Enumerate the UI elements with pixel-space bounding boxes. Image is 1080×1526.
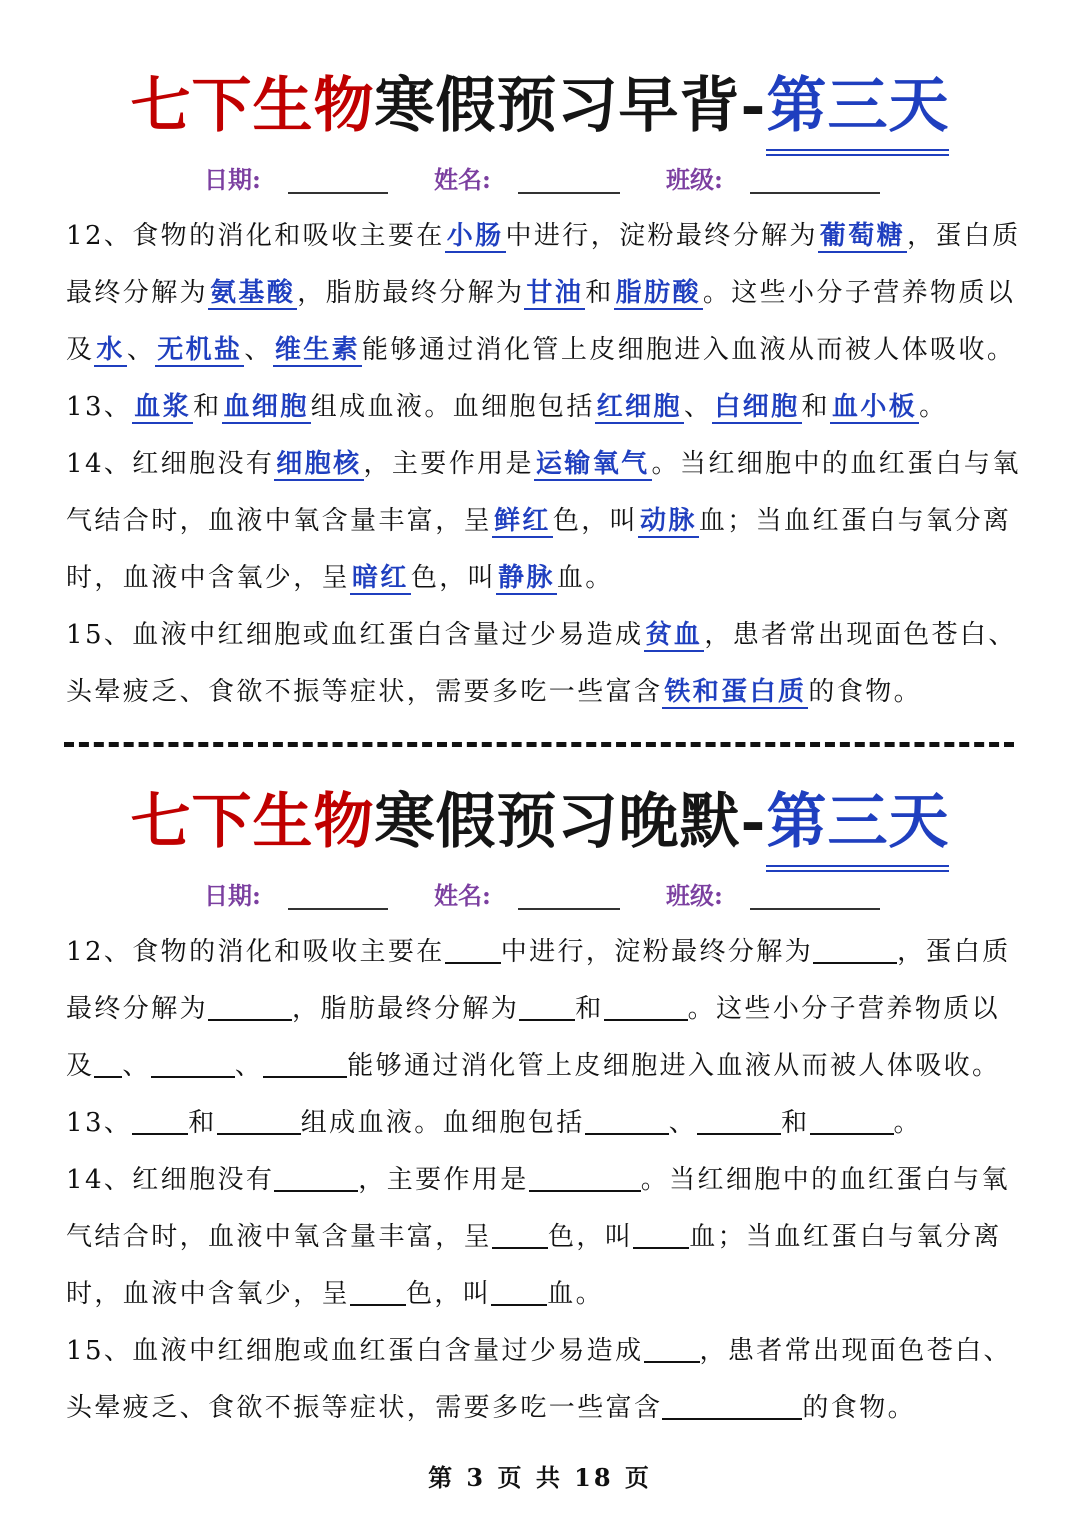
text: ，蛋白质 — [897, 937, 1011, 967]
text: 、 — [244, 335, 273, 365]
evening-content — [66, 932, 1016, 1442]
answer: 血小板 — [831, 392, 918, 422]
answer: 无机盐 — [157, 335, 243, 365]
text: 、 — [126, 335, 156, 365]
text: 15、血液中红细胞或血红蛋白含量过少易造成 — [66, 620, 644, 650]
text: ，患者常出现面色苍白、 — [704, 620, 1017, 650]
q14-line1 — [66, 1160, 1010, 1200]
text: 。当红细胞中的血红蛋白与氧 — [651, 449, 1021, 479]
text: 及 — [66, 335, 95, 365]
text: 血；当血红蛋白与氧分离 — [689, 1222, 1002, 1252]
evening-title — [0, 782, 1080, 866]
text: 、 — [122, 1051, 151, 1081]
text: 。 — [919, 392, 948, 422]
text: 色，叫 — [406, 1279, 492, 1309]
fill-blank[interactable] — [519, 989, 575, 1021]
fill-blank[interactable] — [633, 1217, 689, 1249]
date-label: 日期: — [204, 165, 261, 194]
text: 组成血液。血细胞包括 — [300, 1108, 585, 1138]
text: 12、食物的消化和吸收主要在 — [66, 221, 445, 251]
fill-blank[interactable] — [350, 1274, 406, 1306]
q15-line1 — [66, 615, 1017, 655]
text: 最终分解为 — [66, 278, 209, 308]
text: 气结合时，血液中氧含量丰富，呈 — [66, 1222, 493, 1252]
evening-title-blue: 第三天 — [766, 782, 949, 866]
text: 14、红细胞没有 — [66, 449, 275, 479]
evening-title-red: 七下生物 — [130, 787, 375, 857]
text: 和 — [193, 392, 222, 422]
dashed-divider — [64, 742, 1014, 747]
answer: 白细胞 — [714, 392, 800, 422]
name-label: 姓名: — [434, 881, 491, 910]
answer: 静脉 — [498, 563, 555, 593]
q14-line3 — [66, 1274, 604, 1314]
morning-title-black: 寒假预习早背- — [374, 71, 767, 141]
answer: 小肠 — [446, 221, 504, 251]
answer: 血浆 — [134, 392, 192, 422]
text: 色，叫 — [410, 563, 497, 593]
fill-blank[interactable] — [263, 1046, 347, 1078]
q14-line1 — [66, 444, 1021, 484]
morning-info-row — [0, 160, 1080, 200]
name-line[interactable] — [518, 908, 620, 910]
text: 和 — [801, 392, 830, 422]
fill-blank[interactable] — [662, 1388, 802, 1420]
answer: 动脉 — [640, 506, 697, 536]
text: 和 — [575, 994, 604, 1024]
text: 13、 — [66, 1108, 133, 1138]
answer: 水 — [96, 335, 125, 365]
text: 、 — [683, 392, 713, 422]
text: 。这些小分子营养物质以 — [687, 994, 1001, 1024]
text: 15、血液中红细胞或血红蛋白含量过少易造成 — [66, 1336, 644, 1366]
q13-line1 — [66, 1103, 922, 1143]
text: 气结合时，血液中氧含量丰富，呈 — [66, 506, 493, 536]
answer: 甘油 — [526, 278, 584, 308]
q12-line1 — [66, 932, 1011, 972]
text: 、 — [234, 1051, 264, 1081]
fill-blank[interactable] — [94, 1046, 122, 1078]
morning-title — [0, 66, 1080, 150]
class-label: 班级: — [666, 165, 723, 194]
text: ，患者常出现面色苍白、 — [699, 1336, 1012, 1366]
fill-blank[interactable] — [810, 1103, 894, 1135]
text: 及 — [66, 1051, 95, 1081]
text: 最终分解为 — [66, 994, 209, 1024]
q15-line2 — [66, 1388, 916, 1428]
text: 。 — [893, 1108, 922, 1138]
date-line[interactable] — [288, 192, 388, 194]
morning-content — [66, 216, 1021, 726]
text: 色，叫 — [552, 506, 639, 536]
q12-line1 — [66, 216, 1021, 256]
date-label: 日期: — [204, 881, 261, 910]
answer: 血细胞 — [223, 392, 309, 422]
text: 。这些小分子营养物质以 — [702, 278, 1016, 308]
text: ，脂肪最终分解为 — [292, 994, 520, 1024]
answer: 葡萄糖 — [819, 221, 906, 251]
text: 和 — [188, 1108, 217, 1138]
name-line[interactable] — [518, 192, 620, 194]
text: 的食物。 — [802, 1393, 917, 1423]
answer: 铁和蛋白质 — [664, 677, 807, 707]
q12-line2 — [66, 989, 1000, 1029]
fill-blank[interactable] — [132, 1103, 188, 1135]
text: 时，血液中含氧少，呈 — [66, 563, 351, 593]
text: 中进行，淀粉最终分解为 — [500, 937, 814, 967]
morning-title-blue: 第三天 — [766, 66, 949, 150]
evening-title-black: 寒假预习晚默- — [374, 787, 767, 857]
text: ，主要作用是 — [363, 449, 534, 479]
text: ，蛋白质 — [907, 221, 1021, 251]
text: 。当红细胞中的血红蛋白与氧 — [640, 1165, 1010, 1195]
date-line[interactable] — [288, 908, 388, 910]
fill-blank[interactable] — [274, 1160, 358, 1192]
fill-blank[interactable] — [217, 1103, 301, 1135]
q14-line3 — [66, 558, 614, 598]
text: 血。 — [547, 1279, 605, 1309]
q14-line2 — [66, 1217, 1002, 1257]
answer: 脂肪酸 — [615, 278, 701, 308]
text: 的食物。 — [808, 677, 923, 707]
fill-blank[interactable] — [208, 989, 292, 1021]
answer: 鲜红 — [494, 506, 551, 536]
text: 12、食物的消化和吸收主要在 — [66, 937, 445, 967]
text: ，脂肪最终分解为 — [297, 278, 525, 308]
text: 14、红细胞没有 — [66, 1165, 275, 1195]
answer: 贫血 — [645, 620, 703, 650]
text: 血；当血红蛋白与氧分离 — [698, 506, 1012, 536]
answer: 红细胞 — [596, 392, 682, 422]
class-label: 班级: — [666, 881, 723, 910]
text: 和 — [781, 1108, 810, 1138]
text: 能够通过消化管上皮细胞进入血液从而被人体吸收。 — [347, 1051, 1001, 1081]
text: 色，叫 — [548, 1222, 634, 1252]
morning-title-red: 七下生物 — [130, 71, 375, 141]
text: 头晕疲乏、食欲不振等症状，需要多吃一些富含 — [66, 1393, 663, 1423]
q15-line1 — [66, 1331, 1012, 1371]
fill-blank[interactable] — [585, 1103, 669, 1135]
fill-blank[interactable] — [445, 932, 501, 964]
q13-line1 — [66, 387, 948, 427]
fill-blank[interactable] — [529, 1160, 641, 1192]
class-line[interactable] — [750, 908, 880, 910]
text: 时，血液中含氧少，呈 — [66, 1279, 351, 1309]
answer: 暗红 — [352, 563, 409, 593]
class-line[interactable] — [750, 192, 880, 194]
text: 和 — [585, 278, 614, 308]
fill-blank[interactable] — [813, 932, 897, 964]
q12-line3 — [66, 330, 1015, 370]
text: 能够通过消化管上皮细胞进入血液从而被人体吸收。 — [362, 335, 1016, 365]
text: ，主要作用是 — [358, 1165, 529, 1195]
fill-blank[interactable] — [604, 989, 688, 1021]
q15-line2 — [66, 672, 922, 712]
answer: 细胞核 — [276, 449, 362, 479]
page-number: 第 3 页 共 18 页 — [428, 1463, 652, 1492]
fill-blank[interactable] — [697, 1103, 781, 1135]
text: 中进行，淀粉最终分解为 — [505, 221, 818, 251]
answer: 运输氧气 — [535, 449, 650, 479]
fill-blank[interactable] — [492, 1217, 548, 1249]
q14-line2 — [66, 501, 1011, 541]
name-label: 姓名: — [434, 165, 491, 194]
q12-line3 — [66, 1046, 1000, 1086]
answer: 维生素 — [274, 335, 361, 365]
text: 13、 — [66, 392, 133, 422]
text: 、 — [668, 1108, 698, 1138]
evening-info-row — [0, 876, 1080, 916]
fill-blank[interactable] — [644, 1331, 700, 1363]
answer: 氨基酸 — [210, 278, 296, 308]
text: 血。 — [556, 563, 614, 593]
fill-blank[interactable] — [151, 1046, 235, 1078]
text: 头晕疲乏、食欲不振等症状，需要多吃一些富含 — [66, 677, 663, 707]
q12-line2 — [66, 273, 1015, 313]
fill-blank[interactable] — [491, 1274, 547, 1306]
text: 组成血液。血细胞包括 — [310, 392, 595, 422]
